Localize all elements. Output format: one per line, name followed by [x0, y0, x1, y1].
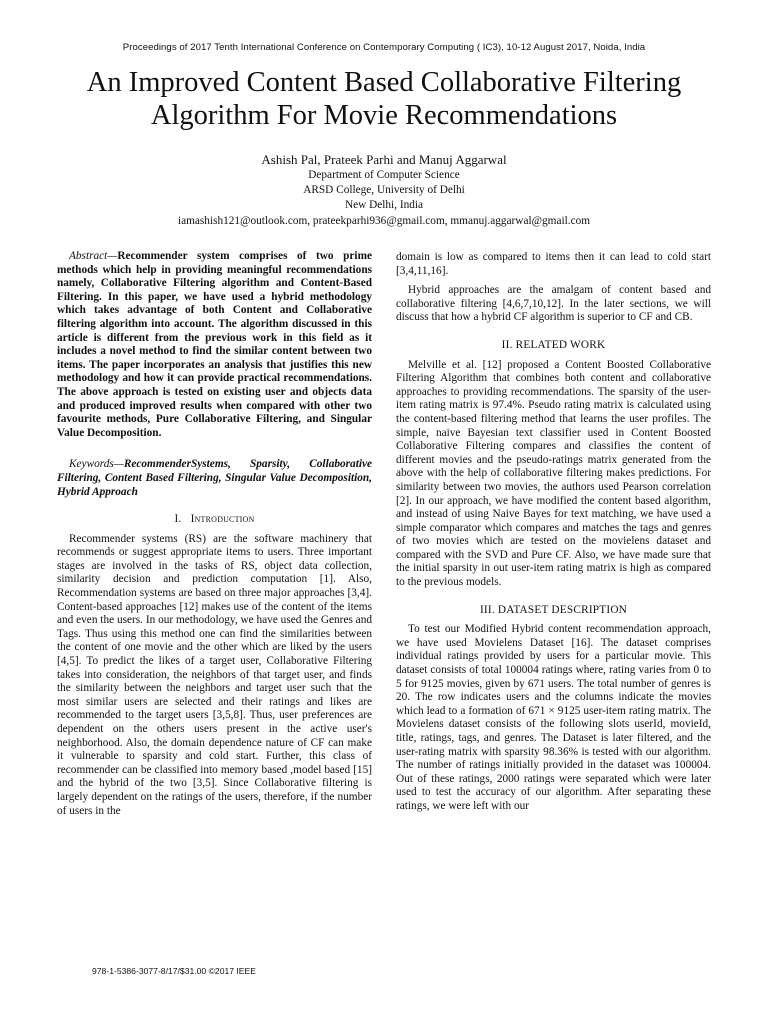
abstract-text: Recommender system comprises of two prime methods which help in providing meaningful recommendations namely, Collaborative Filtering algorithm and Content-Based Filtering. In this paper, we have used a hybrid methodology which takes advantage of both Content and Collaborative filtering algorithm into account. The algorithm discussed in this article is different from the previous work in this field as it includes a novel method to find the similar content between two items. The paper incorporates an analysis that justifies this new methodology and how it can provide practical recommendations. The above approach is tested on existing user and objects data and produced improved results when compared with other two favourite methods, Pure Collaborative Filtering, and Singular Value Decomposition. — [57, 250, 372, 439]
related-work-text: Melville et al. [12] proposed a Content Boosted Collaborative Filtering Algorithm that combines both content and collaborative approaches to providing recommendations. The sparsity of the user-item rating matrix is 97.4%. Pseudo rating matrix is calculated using the content-based filtering method that learns the user profiles. The simple, naive Bayesian text classifier used in Content Boosted Collaborative Filtering compares and classifies the content of different movies and the pseudo-ratings matrix generated from the above with the help of collaborative filtering makes predictions. For similarity between two movies, the authors used Pearson correlation [2]. In our approach, we have modified the content based algorithm, and instead of using Naive Bayes for text matching, we have used a simple comparator which compares and matches the tags and genres of two movies which are tested on the movielens dataset and compared with the SVD and Pure CF. Also, we have made sure that the initial sparsity in out user-item rating matrix is high as compared to the previous models. — [396, 358, 711, 589]
keywords — [57, 458, 372, 499]
section-heading-related-work: II. RELATED WORK — [501, 338, 606, 351]
left-column — [57, 250, 372, 818]
abstract — [57, 250, 372, 440]
copyright-footer: 978-1-5386-3077-8/17/$31.00 ©2017 IEEE — [92, 966, 257, 976]
author-emails: iamashish121@outlook.com, prateekparhi936@gmail.com, mmanuj.aggarwal@gmail.com — [177, 214, 591, 227]
section-number: I. — [174, 513, 182, 526]
title-line-2: Algorithm For Movie Recommendations — [150, 100, 618, 131]
keywords-lead: Keywords— — [69, 458, 124, 471]
section-heading-introduction — [57, 513, 372, 527]
college: ARSD College, University of Delhi — [303, 184, 465, 197]
section-heading-dataset: III. DATASET DESCRIPTION — [479, 603, 628, 616]
paper-title — [40, 66, 728, 132]
keywords-text: RecommenderSystems, Sparsity, Collaborative Filtering, Content Based Filtering, Singular Value Decomposition, Hybrid Approach — [57, 458, 372, 498]
department: Department of Computer Science — [308, 169, 460, 181]
right-column — [396, 251, 711, 814]
abstract-lead: Abstract— — [69, 250, 118, 262]
proceedings-header: Proceedings of 2017 Tenth International Conference on Contemporary Computing ( IC3), 10-12 August 2017, Noida, India — [122, 42, 646, 53]
authors: Ashish Pal, Prateek Parhi and Manuj Aggarwal — [261, 152, 507, 167]
city: New Delhi, India — [344, 199, 424, 212]
affiliation — [0, 168, 768, 229]
section-title: Introduction — [190, 513, 255, 526]
dataset-text: To test our Modified Hybrid content recommendation approach, we have used Movielens Dataset [16]. The dataset comprises individual ratings provided by users for a particular movie. This dataset consists of total 100004 ratings where, rating varies from 0 to 5 for 9125 movies, given by 671 users. The total number of genres is 20. The row indicates users and the columns indicate the movies which lead to a formation of 671 × 9125 user-item rating matrix. The Movielens dataset consists of the following slots userId, movieId, title, ratings, tags, and genres. The Dataset is later filtered, and the user-rating matrix with sparsity 98.36% is tested with our algorithm. The number of ratings initially provided in the dataset was 100004. Out of these ratings, 2000 ratings were separated which were later used to test the accuracy of our algorithm. After separating these ratings, we were left with our — [396, 623, 711, 812]
introduction-text: Recommender systems (RS) are the software machinery that recommends or suggest appropriate items to users. Three important stages are involved in the tasks of RS, object data collection, similarity decision and prediction computation [1]. Also, Recommendation systems are based on three major approaches [3,4]. Content-based approaches [12] makes use of the content of the items and even the users. In our methodology, we have used the Genres and Tags. Thus using this method one can find the similarities between the content of one movie and the other which are liked by the users [4,5]. To predict the likes of a target user, Collaborative Filtering takes into consideration, the neighbors of that target user, and finds the similarity between the neighbors and target user such that the most similar users are selected and their ratings and likes are recommended to the target users [3,5,8]. Thus, user preferences are dependent on the others users present in the active user's neighborhood. Also, the domain dependence nature of CF can make it vulnerable to sparsity and cold start. Further, this class of recommender can be classified into memory based ,model based [15] and the hybrid of the two [3,5]. Since Collaborative filtering is largely dependent on the ratings of the users, therefore, if the number of users in the — [57, 532, 372, 817]
intro-continuation: domain is low as compared to items then it can lead to cold start [3,4,11,16]. — [396, 251, 711, 277]
hybrid-paragraph: Hybrid approaches are the amalgam of content based and collaborative filtering [4,6,7,10,12]. In the later sections, we will discuss that how a hybrid CF algorithm is superior to CF and CB. — [396, 284, 711, 324]
title-line-1: An Improved Content Based Collaborative Filtering — [86, 67, 682, 98]
